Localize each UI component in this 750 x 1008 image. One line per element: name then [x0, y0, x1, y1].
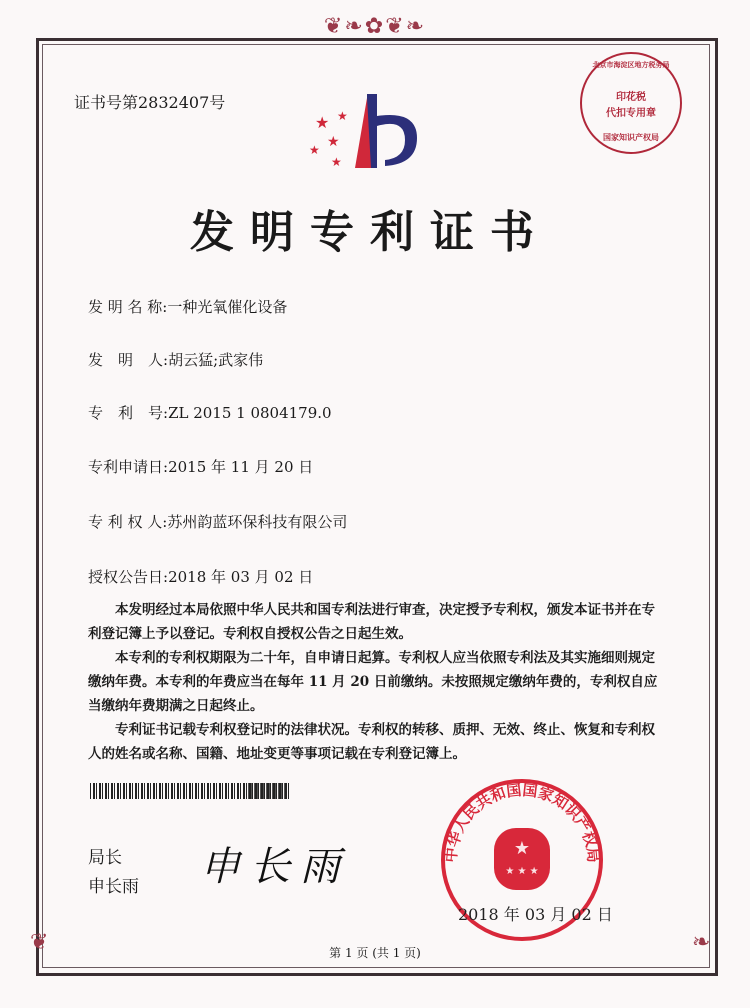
svg-text:★: ★ [331, 155, 342, 169]
field-patentee [88, 511, 347, 532]
field-inventor [88, 349, 263, 370]
field-label: 专 利 权 人: [88, 513, 168, 531]
seal-top-text: 北京市海淀区地方税务局 [592, 60, 670, 69]
field-patent-number [88, 402, 332, 423]
field-value: ZL 2015 1 0804179.0 [168, 404, 332, 422]
field-label: 发 明 人: [88, 351, 169, 369]
signatory-name: 申长雨 [88, 877, 139, 897]
svg-text:★: ★ [513, 838, 531, 859]
body-paragraph: 专利证书记载专利权登记时的法律状况。专利权的转移、质押、无效、终止、恢复和专利权人的姓名或名称、国籍、地址变更等事项记载在专利登记簿上。 [88, 722, 655, 762]
stamp-duty-seal [580, 52, 682, 154]
certificate-inner-border [42, 44, 710, 968]
field-application-date [88, 456, 313, 477]
page-footer: 第 1 页 (共 1 页) [329, 946, 421, 960]
seal-center-line1: 印花税 [616, 92, 646, 103]
certificate-body [88, 598, 668, 766]
svg-text:★ ★ ★: ★ ★ ★ [505, 866, 539, 877]
field-invention-name [88, 296, 287, 317]
seal-center-line2: 代扣专用章 [606, 108, 656, 119]
seal-bottom-text: 国家知识产权局 [603, 132, 659, 142]
field-label: 授权公告日: [88, 568, 169, 586]
handwritten-signature: 申长雨 [200, 844, 350, 890]
field-value: 一种光氧催化设备 [167, 298, 288, 316]
top-ornament: ❦❧✿❦❧ [323, 14, 427, 39]
barcode-tail [248, 783, 286, 799]
corner-ornament-bottom-right: ❧ [692, 930, 711, 955]
svg-text:★: ★ [327, 134, 340, 150]
certificate-number: 证书号第2832407号 [74, 93, 226, 112]
page-title: 发明专利证书 [190, 207, 550, 258]
national-emblem-icon [494, 828, 550, 890]
field-value: 2018 年 03 月 02 日 [168, 568, 314, 586]
svg-text:★: ★ [337, 109, 348, 123]
svg-text:★: ★ [315, 113, 330, 132]
svg-text:★: ★ [309, 143, 320, 157]
field-label: 发 明 名 称: [88, 298, 168, 316]
field-label: 专 利 号: [88, 404, 169, 422]
field-value: 胡云猛;武家伟 [168, 351, 264, 369]
field-grant-date [88, 566, 313, 587]
cnipa-logo-icon [305, 88, 425, 173]
body-paragraph: 本发明经过本局依照中华人民共和国专利法进行审查，决定授予专利权，颁发本证书并在专利登记簿上予以登记。专利权自授权公告之日起生效。 [88, 602, 655, 642]
body-paragraph: 本专利的专利权期限为二十年，自申请日起算。专利权人应当依照专利法及其实施细则规定缴纳年费。本专利的年费应当在每年 11 月 20 日前缴纳。未按照规定缴纳年费的，专利权自应当缴纳年费期满之日起终止。 [88, 650, 658, 714]
field-value: 2015 年 11 月 20 日 [168, 458, 314, 476]
corner-ornament-bottom-left: ❦ [30, 930, 49, 955]
signatory-title: 局长 [88, 848, 122, 868]
field-label: 专利申请日: [88, 458, 169, 476]
issue-date: 2018 年 03 月 02 日 [458, 905, 613, 924]
seal-text: 中华人民共和国国家知识产权局 [441, 781, 603, 864]
field-value: 苏州韵蓝环保科技有限公司 [167, 513, 348, 531]
